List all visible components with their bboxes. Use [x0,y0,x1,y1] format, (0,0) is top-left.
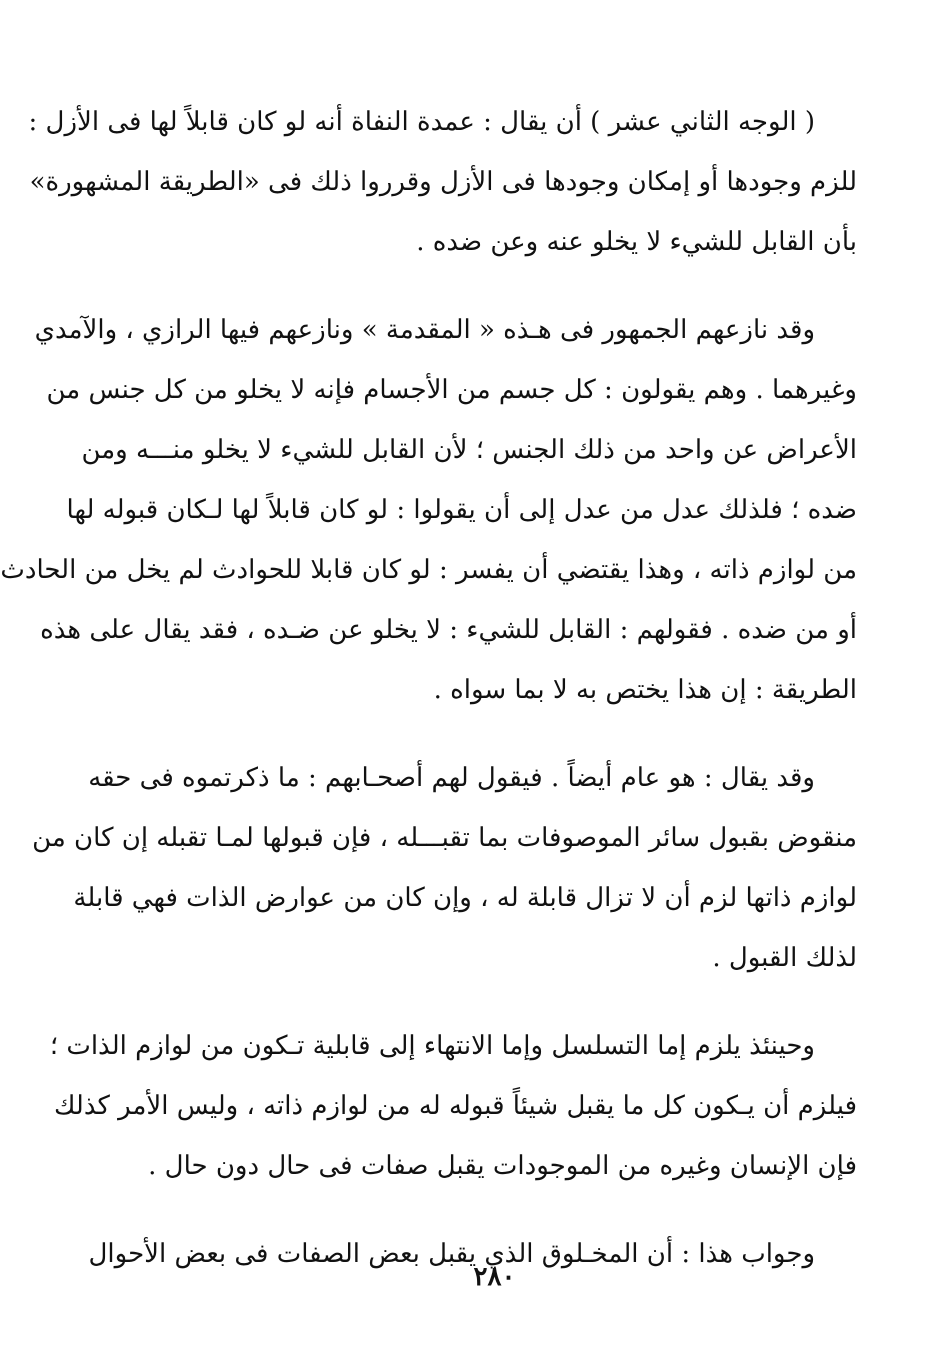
body-text [0,92,857,1284]
text-line: وغيرهما . وهم يقولون : كل جسم من الأجسام فإنه لا يخلو من كل جنس من [46,375,857,405]
paragraph-gap [132,988,857,1016]
paragraph-gap [132,1196,857,1224]
text-line: لوازم ذاتها لزم أن لا تزال قابلة له ، وإن كان من عوارض الذات فهي قابلة [73,883,857,913]
text-line: وجواب هذا : أن المخـلوق الذي يقبل بعض الصفات فى بعض الأحوال [88,1239,815,1269]
text-line: أو من ضده . فقولهم : القابل للشيء : لا يخلو عن ضـده ، فقد يقال على هذه [40,615,857,645]
paragraph-2 [0,300,857,720]
text-line: منقوض بقبول سائر الموصوفات بما تقبـــله ، فإن قبولها لمـا تقبله إن كان من [32,823,857,853]
paragraph-3 [32,748,857,988]
text-line: من لوازم ذاته ، وهذا يقتضي أن يفسر : لو كان قابلا للحوادث لم يخل من الحادث [0,555,857,585]
text-line: ضده ؛ فلذلك عدل من عدل إلى أن يقولوا : لو كان قابلاً لها لـكان قبوله لها [66,495,857,525]
text-line: لذلك القبول . [712,943,857,973]
text-line: وقد نازعهم الجمهور فى هـذه « المقدمة » ونازعهم فيها الرازي ، والآمدي [34,315,815,345]
text-line: فإن الإنسان وغيره من الموجودات يقبل صفات فى حال دون حال . [148,1151,857,1181]
page-number: ٢٨٠ [473,1262,516,1292]
text-line: وحينئذ يلزم إما التسلسل وإما الانتهاء إلى قابلية تـكون من لوازم الذات ؛ [49,1031,815,1061]
text-line: فيلزم أن يـكون كل ما يقبل شيئاً قبوله له من لوازم ذاته ، وليس الأمر كذلك [54,1091,857,1121]
text-line: الطريقة : إن هذا يختص به لا بما سواه . [433,675,857,705]
paragraph-gap [132,720,857,748]
paragraph-gap [132,272,857,300]
paragraph-1 [28,92,857,272]
text-line: بأن القابل للشيء لا يخلو عنه وعن ضده . [416,227,857,257]
text-line: وقد يقال : هو عام أيضاً . فيقول لهم أصحـابهم : ما ذكرتموه فى حقه [88,763,815,793]
paragraph-4 [49,1016,857,1196]
text-line: ( الوجه الثاني عشر ) أن يقال : عمدة النفاة أنه لو كان قابلاً لها فى الأزل : [28,107,815,137]
text-line: للزم وجودها أو إمكان وجودها فى الأزل وقرروا ذلك فى «الطريقة المشهورة» [29,167,857,197]
text-line: الأعراض عن واحد من ذلك الجنس ؛ لأن القابل للشيء لا يخلو منـــه ومن [81,435,857,465]
